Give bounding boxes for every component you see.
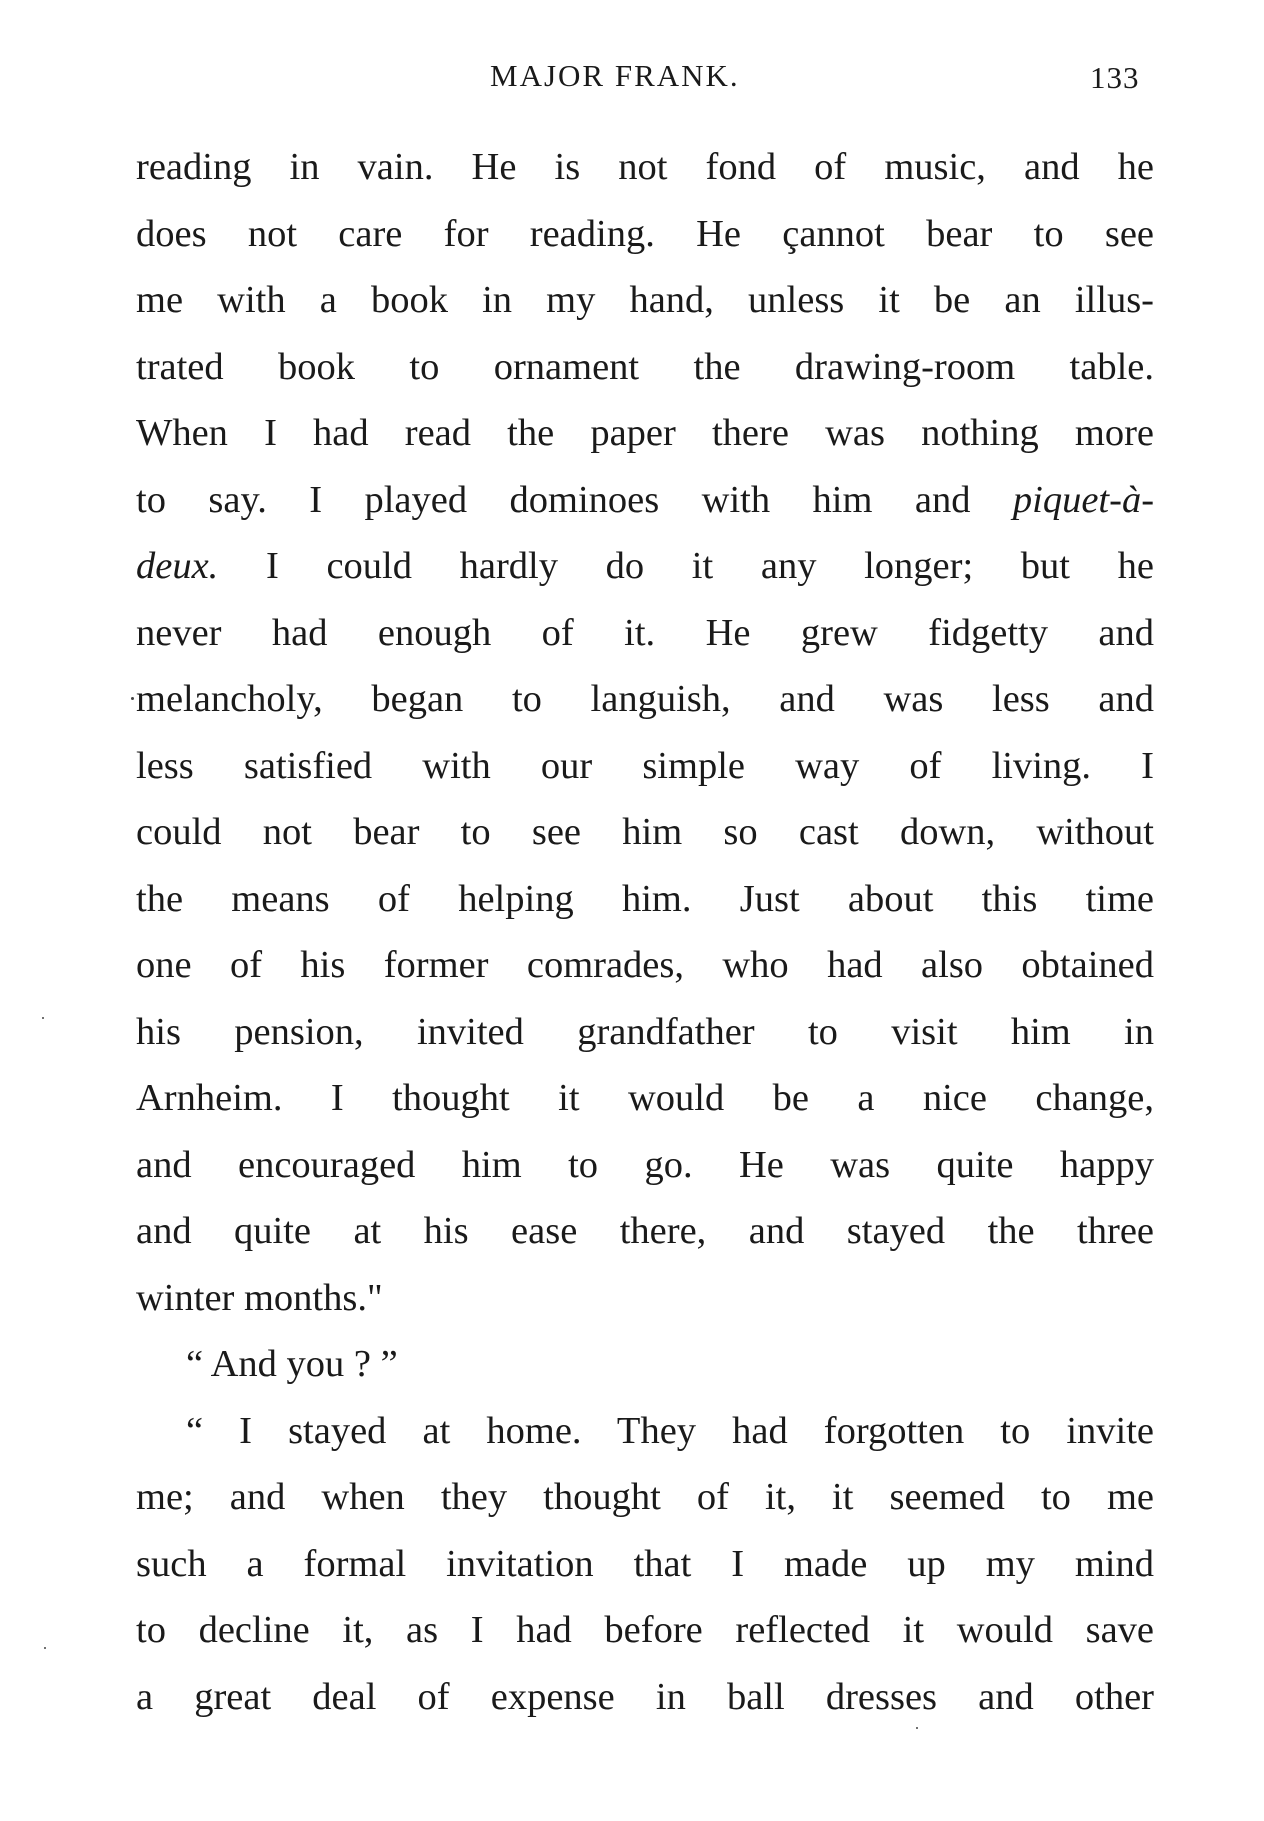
text-line: never had enough of it. He grew fidgetty and [136,611,1154,654]
text-line [136,533,1154,600]
text-line: one of his former comrades, who had also obtained [136,944,1154,986]
text-line: melancholy, began to languish, and was less and [136,678,1154,720]
text-line: the means of helping him. Just about this time [136,877,1154,920]
text-line: When I had read the paper there was nothing more [136,412,1154,454]
text-line: less satisfied with our simple way of living. I [136,744,1154,787]
running-head [0,58,1264,98]
scan-speck [916,1727,918,1729]
text-line: winter months." [136,1276,383,1319]
text-line: Arnheim. I thought it would be a nice change, [136,1077,1154,1119]
text-line: reading in vain. He is not fond of music, and he [136,146,1154,188]
text-line: to decline it, as I had before reflected it would save [136,1609,1154,1651]
text-line: his pension, invited grandfather to visit him in [136,1010,1154,1053]
body-text [136,134,1154,1730]
text-line: such a formal invitation that I made up my mind [136,1542,1154,1585]
scan-speck [44,1647,46,1649]
text-line: me; and when they thought of it, it seemed to me [136,1476,1154,1518]
text-line: could not bear to see him so cast down, without [136,811,1154,853]
text-line: a great deal of expense in ball dresses and other [136,1675,1154,1718]
text-segment: I could hardly do it any longer; but he [265,545,1154,587]
running-title: MAJOR FRANK. [490,58,740,93]
text-line: does not care for reading. He çannot bear to see [136,212,1154,255]
page-number: 133 [1090,60,1140,95]
scan-speck [131,697,134,700]
scan-speck [42,1017,44,1019]
italic-term: piquet-à- [1012,478,1155,521]
text-line: and encouraged him to go. He was quite happy [136,1143,1154,1186]
italic-term: deux. [136,545,219,587]
text-segment: to say. I played dominoes with him and [136,478,971,521]
text-line [136,467,1154,534]
text-line: trated book to ornament the drawing-room table. [136,345,1154,388]
text-line: “ I stayed at home. They had forgotten to invite [186,1409,1154,1452]
text-line: and quite at his ease there, and stayed the three [136,1210,1154,1252]
text-line: me with a book in my hand, unless it be an illus- [136,279,1154,321]
text-line: “ And you ? ” [186,1343,398,1385]
